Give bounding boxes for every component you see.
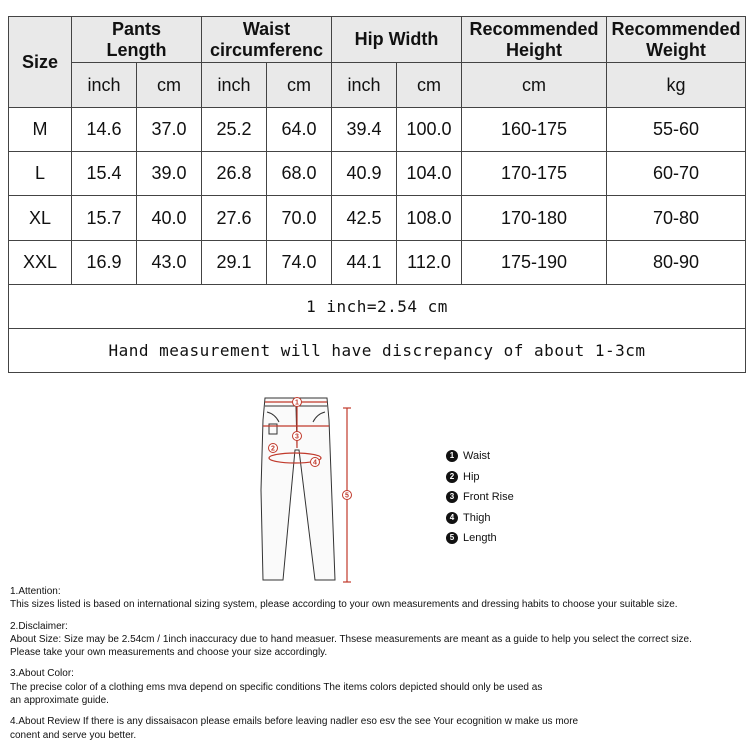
table-cell: 108.0 [397,196,462,240]
unit-cell: cm [267,63,332,108]
table-cell: 15.7 [72,196,137,240]
table-cell: 74.0 [267,240,332,284]
header-waist-line1: Waist [242,18,291,39]
header-waist [202,17,332,63]
color-text-line1: The precise color of a clothing ems mva depend on specific conditions The items colors depicted should only be used as [10,681,543,693]
table-row [9,240,746,284]
legend-label: Thigh [463,511,491,524]
table-cell: 68.0 [267,152,332,196]
notes-section [10,585,750,742]
header-waist-line2: circumferenc [209,39,324,60]
table-cell: 16.9 [72,240,137,284]
discrepancy-note: Hand measurement will have discrepancy of about 1-3cm [9,328,746,372]
legend-item [446,487,514,508]
unit-cell: inch [332,63,397,108]
legend-label: Hip [463,470,480,483]
disclaimer-text-line1: About Size: Size may be 2.54cm / 1inch inaccuracy due to hand measuer. Thsese measurements are meant as a guide to help you select the correct size. [10,633,692,645]
disclaimer-title: 2.Disclaimer: [10,620,68,632]
table-row [9,196,746,240]
unit-cell: cm [137,63,202,108]
table-cell: L [9,152,72,196]
table-cell: 100.0 [397,108,462,152]
marker-label-4: 4 [313,459,317,467]
attention-title: 1.Attention: [10,586,61,597]
size-chart-table [8,16,746,373]
header-pants-length [72,17,202,63]
table-cell: 104.0 [397,152,462,196]
table-cell: XXL [9,240,72,284]
header-pants-length-line2: Length [106,39,167,60]
table-cell: 175-190 [462,240,607,284]
table-cell: 70-80 [607,196,746,240]
header-size: Size [9,17,72,108]
table-cell: 170-175 [462,152,607,196]
table-header-row [9,17,746,63]
header-height-line2: Height [506,39,562,60]
table-cell: 40.0 [137,196,202,240]
header-height-line1: Recommended [469,18,599,39]
table-cell: 15.4 [72,152,137,196]
table-cell: 44.1 [332,240,397,284]
review-text-line1: 4.About Review If there is any dissaisacon please emails before leaving nadler eso esv the see Your ecognition w make us more [10,716,579,728]
table-cell: 160-175 [462,108,607,152]
disclaimer-text-line2: Please take your own measurements and choose your size accordingly. [10,647,328,659]
color-text-line2: an approximate guide. [10,695,109,707]
table-cell: 27.6 [202,196,267,240]
attention-text: This sizes listed is based on international sizing system, please according to your own measurements and dressing habits to choose your suitable size. [10,599,678,611]
pants-diagram [255,390,365,590]
review-text-line2: conent and serve you better. [10,729,137,741]
table-cell: M [9,108,72,152]
table-cell: 64.0 [267,108,332,152]
table-cell: 25.2 [202,108,267,152]
marker-label-1: 1 [295,399,299,407]
table-cell: 70.0 [267,196,332,240]
legend-number: 5 [446,532,458,544]
table-cell: 40.9 [332,152,397,196]
table-cell: 39.0 [137,152,202,196]
table-row [9,108,746,152]
table-cell: 43.0 [137,240,202,284]
legend-label: Front Rise [463,491,514,504]
table-cell: 42.5 [332,196,397,240]
marker-label-5: 5 [345,492,349,500]
header-pants-length-line1: Pants [111,18,162,39]
legend-number: 2 [446,471,458,483]
discrepancy-note-row [9,328,746,372]
measurement-legend [446,446,514,549]
table-units-row [9,63,746,108]
header-weight-line1: Recommended [611,18,741,39]
conversion-note-row [9,284,746,328]
unit-cell: cm [397,63,462,108]
header-recommended-height [462,17,607,63]
table-cell: 26.8 [202,152,267,196]
table-cell: 29.1 [202,240,267,284]
legend-item [446,446,514,467]
unit-cell: cm [462,63,607,108]
header-hip-width: Hip Width [332,17,462,63]
table-cell: 14.6 [72,108,137,152]
table-cell: 80-90 [607,240,746,284]
conversion-note: 1 inch=2.54 cm [9,284,746,328]
table-row [9,152,746,196]
table-cell: 39.4 [332,108,397,152]
table-cell: 112.0 [397,240,462,284]
legend-number: 3 [446,491,458,503]
unit-cell: inch [202,63,267,108]
marker-label-3: 3 [295,433,299,441]
table-cell: 55-60 [607,108,746,152]
pants-illustration [255,390,365,590]
table-cell: XL [9,196,72,240]
legend-number: 1 [446,450,458,462]
legend-item [446,508,514,529]
marker-label-2: 2 [271,445,275,453]
legend-label: Waist [463,450,491,463]
table-cell: 60-70 [607,152,746,196]
unit-cell: inch [72,63,137,108]
unit-cell: kg [607,63,746,108]
header-recommended-weight [607,17,746,63]
legend-item [446,467,514,488]
legend-label: Length [463,532,497,545]
table-cell: 37.0 [137,108,202,152]
color-title: 3.About Color: [10,668,74,680]
legend-number: 4 [446,512,458,524]
legend-item [446,528,514,549]
header-weight-line2: Weight [646,39,706,60]
table-cell: 170-180 [462,196,607,240]
